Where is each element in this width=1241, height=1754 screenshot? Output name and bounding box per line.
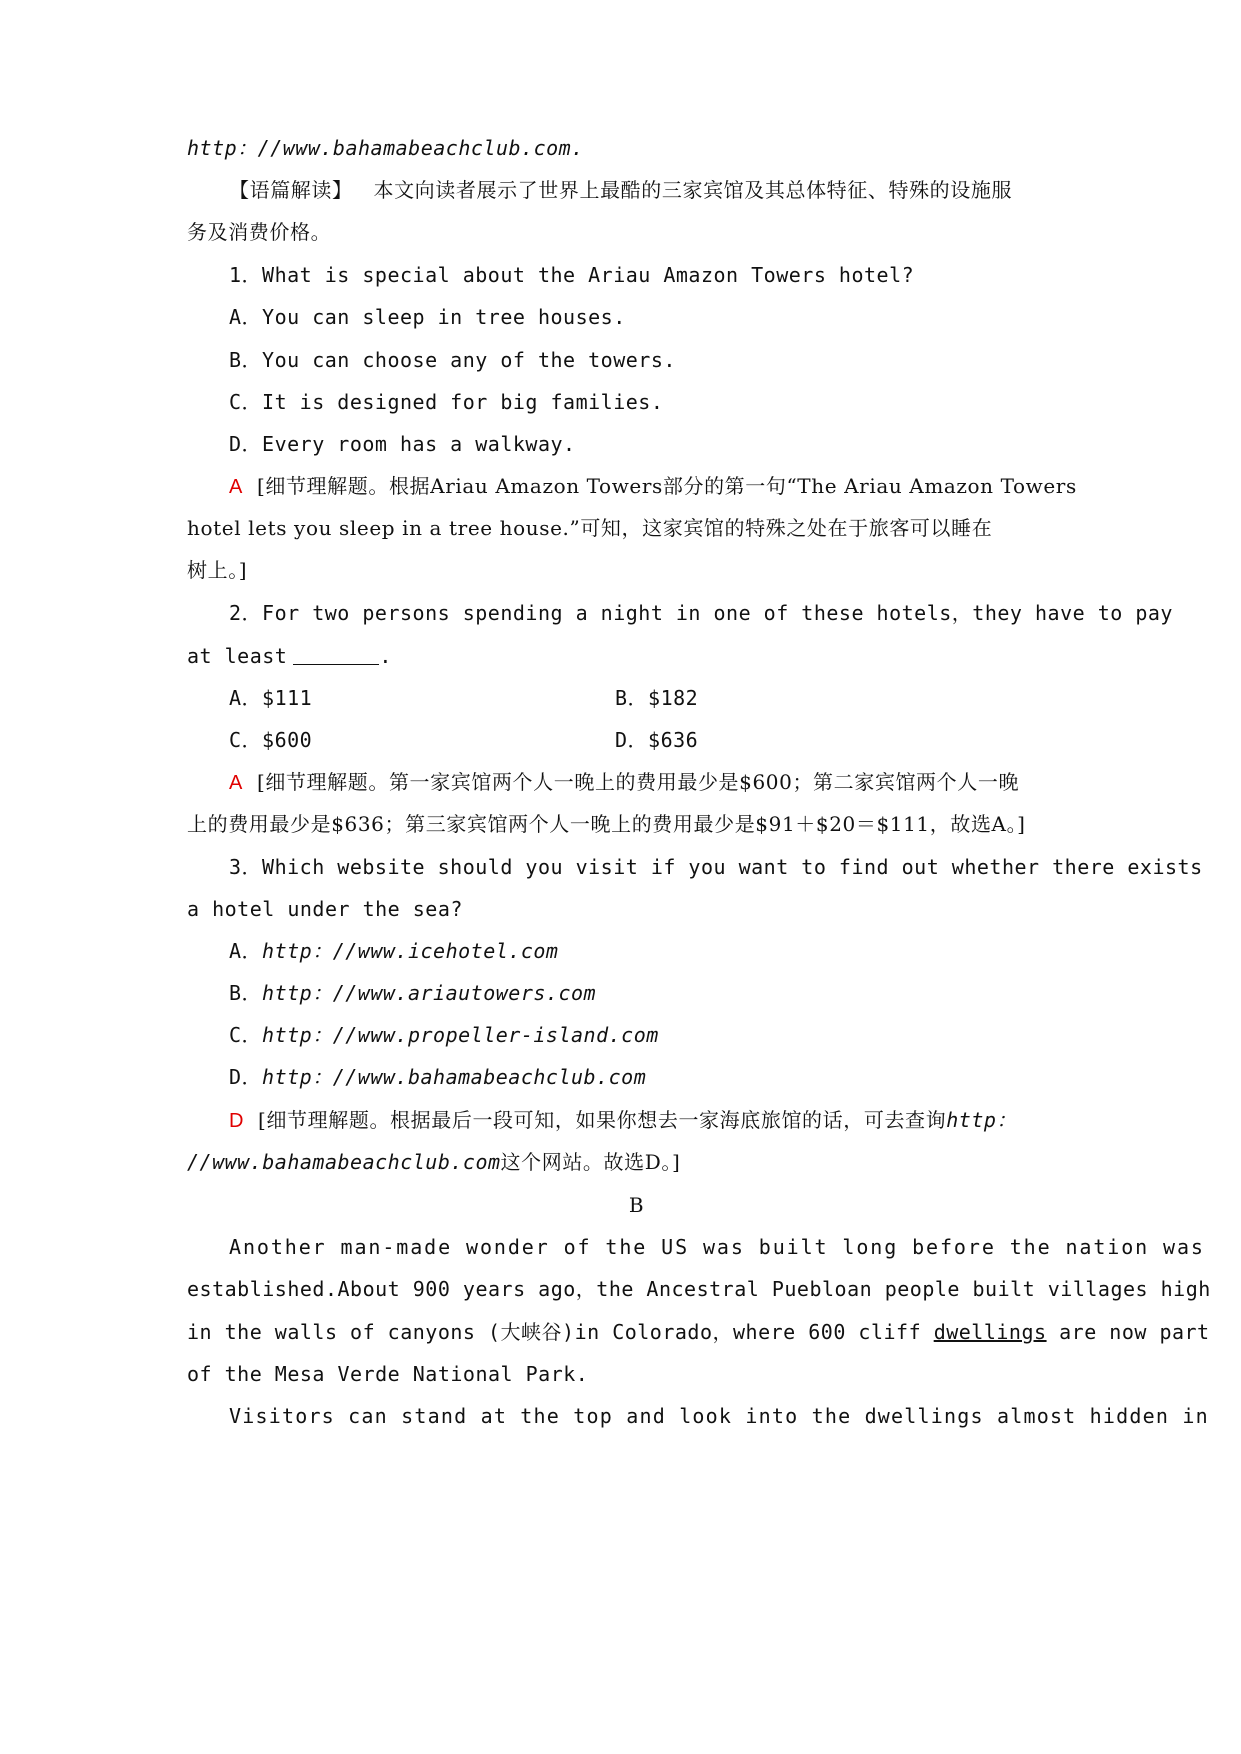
q3-c-label: C． bbox=[229, 1023, 263, 1047]
q3-c-url: http：//www.propeller-island.com bbox=[262, 1023, 659, 1047]
passage-line-3-a: in the walls of canyons (大峡谷)in Colorado，where 600 cliff bbox=[187, 1320, 922, 1344]
q1-stem: 1．What is special about the Ariau Amazon Towers hotel? bbox=[229, 263, 915, 287]
q3-answer: D bbox=[229, 1110, 245, 1132]
q1-explanation-end: 树上。] bbox=[187, 558, 248, 582]
q2-stem: 2．For two persons spending a night in one of these hotels，they have to pay bbox=[229, 601, 1173, 625]
q1-option-c: C．It is designed for big families. bbox=[229, 390, 664, 414]
q3-expl-url-cont: //www.bahamabeachclub.com bbox=[187, 1150, 501, 1174]
passage-line-1: Another man-made wonder of the US was built long before the nation was bbox=[229, 1235, 1205, 1259]
q3-stem-cont: a hotel under the sea? bbox=[187, 897, 463, 921]
q2-explanation-cont: 上的费用最少是$636；第三家宾馆两个人一晚上的费用最少是$91＋$20＝$111，故选A。] bbox=[187, 812, 1026, 836]
q3-expl-text: [细节理解题。根据最后一段可知，如果你想去一家海底旅馆的话，可去查询 bbox=[258, 1108, 947, 1132]
passage-line-3 bbox=[187, 1318, 1210, 1346]
q1-explanation-cont: hotel lets you sleep in a tree house.”可知，这家宾馆的特殊之处在于旅客可以睡在 bbox=[187, 516, 993, 540]
q3-expl-end: 这个网站。故选D。] bbox=[500, 1150, 681, 1174]
q3-b-url: http：//www.ariautowers.com bbox=[262, 981, 597, 1005]
q2-option-b: B．$182 bbox=[615, 686, 699, 710]
reading-text-cont: 务及消费价格。 bbox=[187, 220, 332, 244]
passage-line-4: of the Mesa Verde National Park. bbox=[187, 1362, 589, 1386]
q1-option-b: B．You can choose any of the towers. bbox=[229, 348, 676, 372]
answer-blank bbox=[293, 644, 379, 665]
q3-option-d bbox=[229, 1063, 1129, 1091]
q2-stem-cont: at least . bbox=[187, 644, 392, 668]
passage-line-5: Visitors can stand at the top and look into the dwellings almost hidden in bbox=[229, 1404, 1209, 1428]
top-url: http：//www.bahamabeachclub.com. bbox=[187, 136, 584, 160]
q3-d-url: http：//www.bahamabeachclub.com bbox=[262, 1065, 647, 1089]
q2-expl-text: [细节理解题。第一家宾馆两个人一晚上的费用最少是$600；第二家宾馆两个人一晚 bbox=[256, 770, 1020, 794]
passage-line-3-b: are now part bbox=[1059, 1320, 1210, 1344]
q3-stem: 3．Which website should you visit if you want to find out whether there exists bbox=[229, 855, 1203, 879]
q3-option-a bbox=[229, 937, 1129, 965]
q2-answer: A bbox=[229, 772, 243, 794]
underlined-word-dwellings: dwellings bbox=[933, 1320, 1047, 1344]
reading-label: 【语篇解读】 bbox=[229, 178, 353, 202]
q1-explanation bbox=[229, 472, 1129, 500]
q1-option-d: D．Every room has a walkway. bbox=[229, 432, 576, 456]
reading-interpretation bbox=[229, 176, 1129, 204]
q2-option-a: A．$111 bbox=[229, 686, 313, 710]
q2-option-d: D．$636 bbox=[615, 728, 699, 752]
reading-text: 本文向读者展示了世界上最酷的三家宾馆及其总体特征、特殊的设施服 bbox=[373, 178, 1013, 202]
q2-option-c: C．$600 bbox=[229, 728, 313, 752]
passage-line-2: established.About 900 years ago，the Ancestral Puebloan people built villages high bbox=[187, 1277, 1211, 1301]
q1-answer: A bbox=[229, 476, 243, 498]
q2-stem-text: at least bbox=[187, 644, 288, 668]
q3-d-label: D． bbox=[229, 1065, 263, 1089]
q3-a-url: http：//www.icehotel.com bbox=[262, 939, 559, 963]
q3-expl-url: http： bbox=[946, 1108, 1017, 1132]
q1-expl-text: [细节理解题。根据Ariau Amazon Towers部分的第一句“The Ariau Amazon Towers bbox=[256, 474, 1077, 498]
q3-explanation bbox=[229, 1106, 1129, 1134]
q3-explanation-cont bbox=[187, 1148, 1087, 1176]
q3-a-label: A． bbox=[229, 939, 263, 963]
q3-option-b bbox=[229, 979, 1129, 1007]
section-b-heading: B bbox=[628, 1193, 645, 1217]
q2-explanation bbox=[229, 768, 1129, 796]
q3-b-label: B． bbox=[229, 981, 263, 1005]
q1-option-a: A．You can sleep in tree houses. bbox=[229, 305, 626, 329]
q3-option-c bbox=[229, 1021, 1129, 1049]
